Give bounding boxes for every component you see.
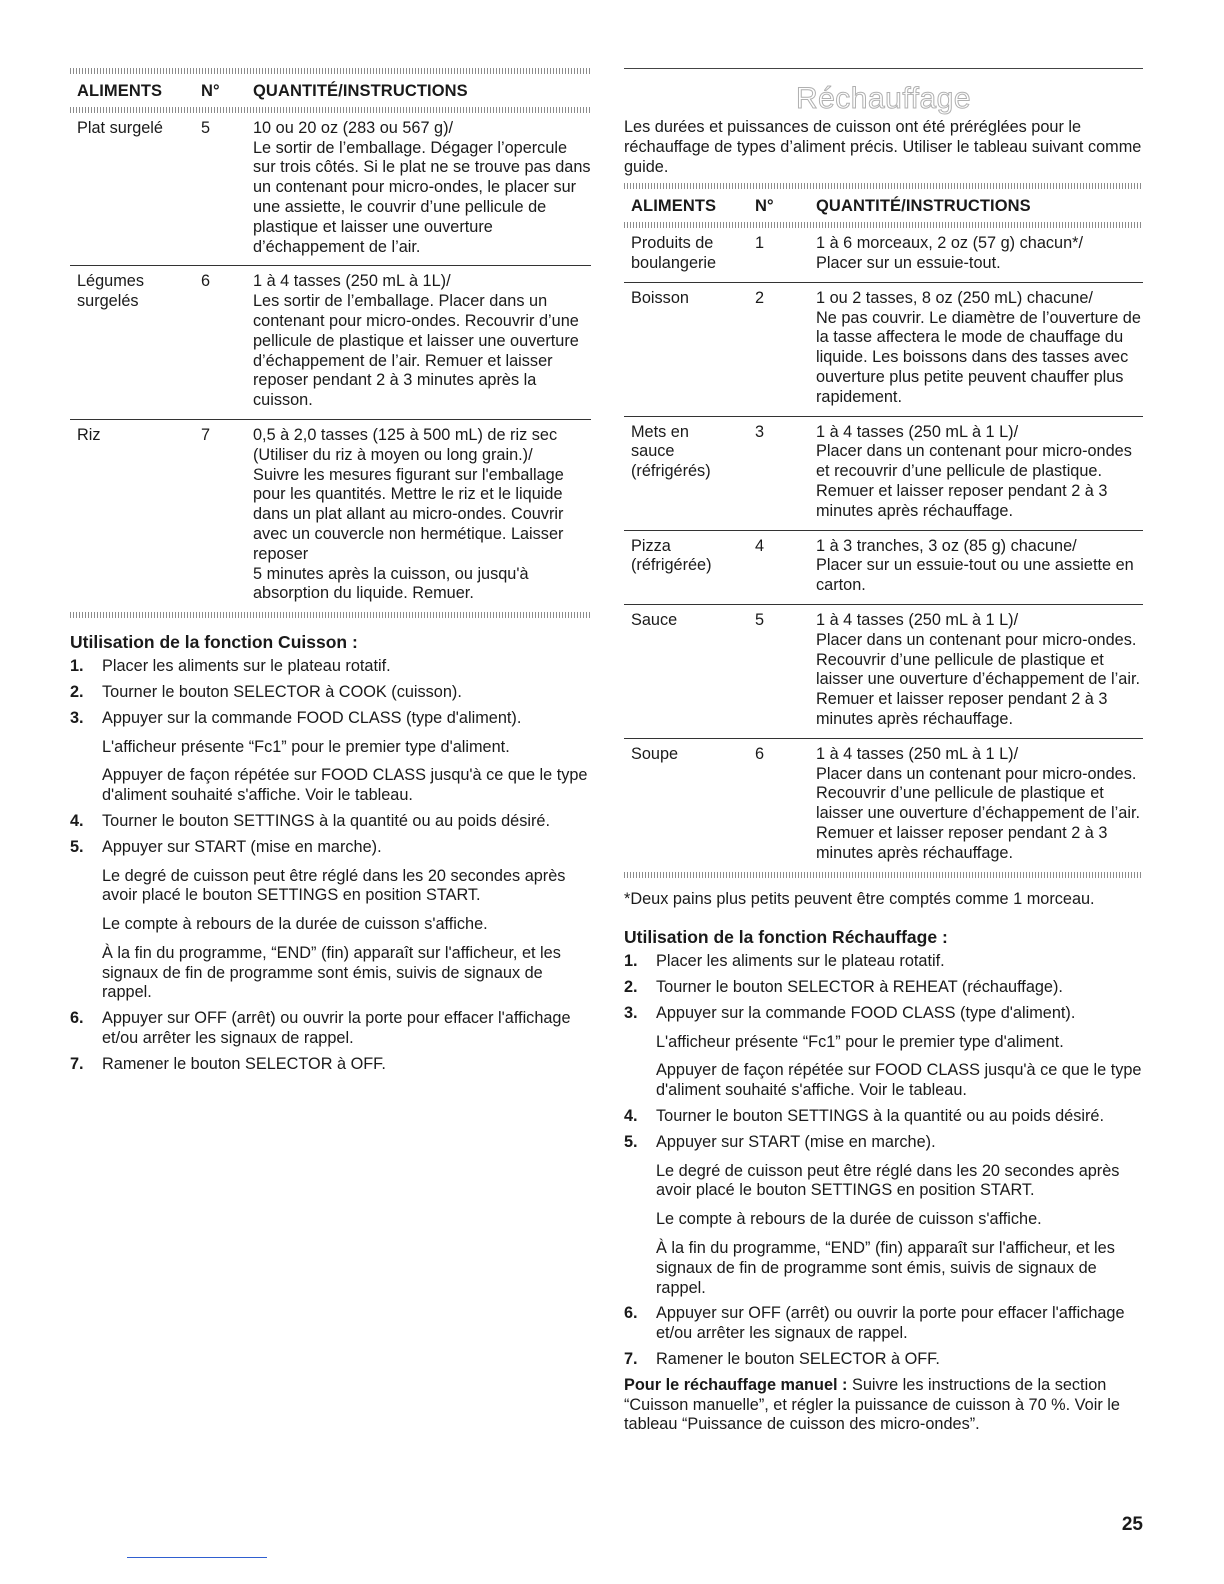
- number-cell: 3: [755, 422, 765, 441]
- table-row: [70, 113, 591, 266]
- step-paragraph: Appuyer de façon répétée sur FOOD CLASS jusqu'à ce que le type d'aliment souhaité s'affiche. Voir le tableau.: [656, 1061, 1142, 1100]
- step-number: 3.: [70, 708, 84, 727]
- step-number: 5.: [70, 837, 84, 856]
- step-text: [102, 1055, 591, 1075]
- step-paragraph: Appuyer sur START (mise en marche).: [102, 837, 382, 856]
- step-paragraph: Placer les aliments sur le plateau rotatif.: [102, 657, 391, 676]
- step-paragraph: Appuyer de façon répétée sur FOOD CLASS jusqu'à ce que le type d'aliment souhaité s'affiche. Voir le tableau.: [102, 766, 588, 805]
- number-cell: 7: [201, 425, 211, 444]
- table-row: [624, 228, 1143, 282]
- number-cell: 1: [755, 234, 765, 253]
- reheat-steps-list: [624, 952, 1143, 1370]
- food-cell: Riz: [77, 425, 101, 444]
- step-item: [624, 952, 1143, 972]
- step-number: 1.: [624, 952, 638, 971]
- step-text: [656, 1304, 1143, 1344]
- step-text: [102, 709, 591, 806]
- cook-table-body: [70, 113, 591, 612]
- header-num: N°: [755, 197, 774, 216]
- step-paragraph: Ramener le bouton SELECTOR à OFF.: [102, 1054, 386, 1073]
- step-number: 3.: [624, 1003, 638, 1022]
- step-paragraph: Le compte à rebours de la durée de cuisson s'affiche.: [102, 915, 488, 934]
- table-row: [624, 738, 1143, 872]
- table-row: [70, 265, 591, 419]
- step-number: 1.: [70, 657, 84, 676]
- manual-reheat-label: Pour le réchauffage manuel :: [624, 1375, 848, 1394]
- step-item: [624, 1304, 1143, 1344]
- instructions-cell: 1 à 3 tranches, 3 oz (85 g) chacune/ Placer sur un essuie-tout ou une assiette en carton.: [816, 536, 1134, 595]
- table-bottom-rule: [624, 872, 1143, 878]
- step-text: [656, 1107, 1143, 1127]
- step-number: 7.: [624, 1350, 638, 1369]
- step-paragraph: L'afficheur présente “Fc1” pour le premier type d'aliment.: [102, 737, 510, 756]
- number-cell: 4: [755, 536, 765, 555]
- manual-reheat-note: [624, 1376, 1143, 1435]
- reheat-table-header: [624, 189, 1143, 222]
- instructions-cell: 1 à 4 tasses (250 mL à 1 L)/ Placer dans un contenant pour micro-ondes. Recouvrir d’une pellicule de plastique et laisser une ouverture d’échappement de l’air. Remuer et laisser reposer pendant 2 à 3 minutes après réchauffage.: [816, 610, 1141, 728]
- step-paragraph: Placer les aliments sur le plateau rotatif.: [656, 952, 945, 971]
- food-cell: Mets en sauce (réfrigérés): [631, 422, 711, 481]
- step-number: 7.: [70, 1054, 84, 1073]
- step-text: [656, 1133, 1143, 1299]
- step-paragraph: Le compte à rebours de la durée de cuisson s'affiche.: [656, 1210, 1042, 1229]
- step-item: [624, 978, 1143, 998]
- step-text: [102, 657, 591, 677]
- number-cell: 2: [755, 288, 765, 307]
- step-text: [102, 812, 591, 832]
- step-paragraph: Tourner le bouton SELECTOR à REHEAT (réchauffage).: [656, 978, 1063, 997]
- reheat-intro: Les durées et puissances de cuisson ont été préréglées pour le réchauffage de types d’aliment précis. Utiliser le tableau suivant comme guide.: [624, 118, 1142, 176]
- step-item: [70, 812, 591, 832]
- reheat-heading: Utilisation de la fonction Réchauffage :: [624, 927, 948, 948]
- step-text: [102, 838, 591, 1004]
- step-paragraph: Appuyer sur OFF (arrêt) ou ouvrir la porte pour effacer l'affichage et/ou arrêter les signaux de rappel.: [102, 1009, 571, 1048]
- step-number: 4.: [624, 1107, 638, 1126]
- step-paragraph: Appuyer sur OFF (arrêt) ou ouvrir la porte pour effacer l'affichage et/ou arrêter les signaux de rappel.: [656, 1304, 1125, 1343]
- number-cell: 5: [201, 118, 211, 137]
- step-item: [70, 709, 591, 806]
- header-aliments: ALIMENTS: [77, 82, 163, 100]
- food-cell: Sauce: [631, 610, 678, 629]
- number-cell: 6: [201, 272, 211, 291]
- food-cell: Légumes surgelés: [77, 272, 144, 311]
- number-cell: 5: [755, 610, 765, 629]
- step-text: [656, 952, 1143, 972]
- instructions-cell: 1 à 4 tasses (250 mL à 1L)/ Les sortir de l’emballage. Placer dans un contenant pour micro-ondes. Recouvrir d’une pellicule de plastique et laisser une ouverture d’échappement de l’air. Remuer et laisser reposer pendant 2 à 3 minutes après la cuisson.: [253, 272, 579, 410]
- step-number: 5.: [624, 1132, 638, 1151]
- food-cell: Produits de boulangerie: [631, 234, 717, 272]
- table-row: [70, 419, 591, 612]
- left-column: [70, 68, 591, 1081]
- step-item: [70, 657, 591, 677]
- step-paragraph: Le degré de cuisson peut être réglé dans les 20 secondes après avoir placé le bouton SETTINGS en position START.: [102, 866, 566, 905]
- instructions-cell: 0,5 à 2,0 tasses (125 à 500 mL) de riz sec (Utiliser du riz à moyen ou long grain.)/ Suivre les mesures figurant sur l'emballage pour les quantités. Mettre le riz et le liquide dans un plat allant au micro-ondes. Couvrir avec un couvercle non hermétique. Laisser reposer 5 minutes après la cuisson, ou jusqu'à absorption du liquide. Remuer.: [253, 425, 564, 603]
- header-aliments: ALIMENTS: [631, 197, 717, 216]
- step-item: [624, 1350, 1143, 1370]
- step-number: 2.: [624, 978, 638, 997]
- step-paragraph: À la fin du programme, “END” (fin) apparaît sur l'afficheur, et les signaux de fin de programme sont émis, suivis de signaux de rappel.: [102, 943, 561, 1002]
- number-cell: 6: [755, 744, 765, 763]
- instructions-cell: 1 à 4 tasses (250 mL à 1 L)/ Placer dans un contenant pour micro-ondes et recouvrir d’une pellicule de plastique. Remuer et laisser reposer pendant 2 à 3 minutes après réchauffage.: [816, 422, 1132, 520]
- right-column: [624, 68, 1143, 1435]
- step-paragraph: Tourner le bouton SELECTOR à COOK (cuisson).: [102, 682, 462, 701]
- step-number: 2.: [70, 682, 84, 701]
- step-item: [70, 1009, 591, 1049]
- step-item: [624, 1107, 1143, 1127]
- step-number: 4.: [70, 811, 84, 830]
- table-row: [624, 282, 1143, 416]
- table-row: [624, 416, 1143, 530]
- header-instructions: QUANTITÉ/INSTRUCTIONS: [253, 82, 468, 100]
- step-paragraph: Appuyer sur la commande FOOD CLASS (type d'aliment).: [102, 708, 522, 727]
- step-paragraph: Appuyer sur la commande FOOD CLASS (type d'aliment).: [656, 1003, 1076, 1022]
- instructions-cell: 10 ou 20 oz (283 ou 567 g)/ Le sortir de l’emballage. Dégager l’opercule sur trois côtés. Si le plat ne se trouve pas dans un contenant pour micro-ondes, le placer sur une assiette, le couvrir d’une pellicule de plastique et laisser une ouverture d’échappement de l’air.: [253, 118, 591, 256]
- step-item: [70, 838, 591, 1004]
- food-cell: Soupe: [631, 744, 679, 763]
- step-paragraph: Tourner le bouton SETTINGS à la quantité ou au poids désiré.: [656, 1107, 1104, 1126]
- header-num: N°: [201, 82, 220, 100]
- manual-reheat-text: Suivre les instructions de la section “Cuisson manuelle”, et régler la puissance de cuisson à 70 %. Voir le tableau “Puissance de cuisson des micro-ondes”.: [624, 1375, 1120, 1434]
- step-paragraph: Le degré de cuisson peut être réglé dans les 20 secondes après avoir placé le bouton SETTINGS en position START.: [656, 1161, 1120, 1200]
- step-text: [656, 1350, 1143, 1370]
- footnote: *Deux pains plus petits peuvent être comptés comme 1 morceau.: [624, 889, 1095, 908]
- table-row: [624, 604, 1143, 738]
- step-item: [70, 683, 591, 703]
- page-number: 25: [1121, 1514, 1143, 1535]
- instructions-cell: 1 à 6 morceaux, 2 oz (57 g) chacun*/ Placer sur un essuie-tout.: [816, 234, 1083, 272]
- header-instructions: QUANTITÉ/INSTRUCTIONS: [816, 197, 1031, 216]
- instructions-cell: 1 à 4 tasses (250 mL à 1 L)/ Placer dans un contenant pour micro-ondes. Recouvrir d’une pellicule de plastique et laisser une ouverture d’échappement de l’air. Remuer et laisser reposer pendant 2 à 3 minutes après réchauffage.: [816, 744, 1141, 862]
- food-cell: Pizza (réfrigérée): [631, 536, 712, 575]
- cook-heading: Utilisation de la fonction Cuisson :: [70, 632, 358, 653]
- cook-steps-list: [70, 657, 591, 1075]
- step-paragraph: Appuyer sur START (mise en marche).: [656, 1132, 936, 1151]
- food-cell: Boisson: [631, 288, 689, 307]
- step-text: [656, 978, 1143, 998]
- instructions-cell: 1 ou 2 tasses, 8 oz (250 mL) chacune/ Ne pas couvrir. Le diamètre de l’ouverture de la tasse affectera le mode de chauffage du liquide. Les boissons dans des tasses avec ouverture plus petite peuvent chauffer plus rapidement.: [816, 288, 1141, 406]
- step-paragraph: Tourner le bouton SETTINGS à la quantité ou au poids désiré.: [102, 811, 550, 830]
- reheat-table-body: [624, 228, 1143, 871]
- section-top-rule: [624, 68, 1143, 69]
- food-cell: Plat surgelé: [77, 118, 163, 137]
- step-text: [102, 1009, 591, 1049]
- step-number: 6.: [70, 1009, 84, 1028]
- table-bottom-rule: [70, 612, 591, 618]
- step-text: [102, 683, 591, 703]
- step-paragraph: Ramener le bouton SELECTOR à OFF.: [656, 1350, 940, 1369]
- step-item: [624, 1133, 1143, 1299]
- step-paragraph: À la fin du programme, “END” (fin) apparaît sur l'afficheur, et les signaux de fin de programme sont émis, suivis de signaux de rappel.: [656, 1239, 1115, 1297]
- table-row: [624, 530, 1143, 604]
- step-paragraph: L'afficheur présente “Fc1” pour le premier type d'aliment.: [656, 1032, 1064, 1051]
- step-number: 6.: [624, 1304, 638, 1323]
- step-item: [70, 1055, 591, 1075]
- cook-table-header: [70, 74, 591, 107]
- step-item: [624, 1004, 1143, 1101]
- section-title: Réchauffage: [795, 82, 972, 115]
- footer-link-line: [127, 1557, 267, 1558]
- step-text: [656, 1004, 1143, 1101]
